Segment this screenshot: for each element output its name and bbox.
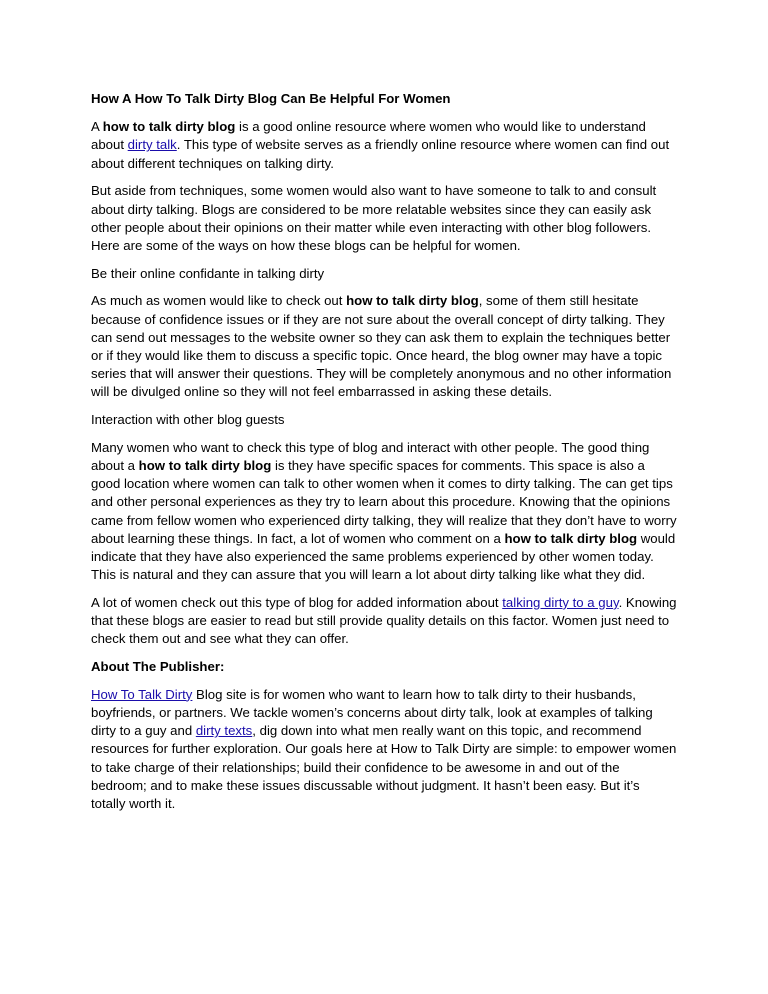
paragraph-publisher	[91, 686, 677, 813]
how-to-talk-dirty-link[interactable]: How To Talk Dirty	[91, 686, 193, 702]
document-title: How A How To Talk Dirty Blog Can Be Helpful For Women	[91, 91, 451, 106]
text-span: As much as women would like to check out	[91, 293, 347, 309]
publisher-heading: About The Publisher:	[91, 658, 225, 674]
text-span: A lot of women check out this type of blog for added information about	[91, 594, 503, 610]
paragraph-techniques: But aside from techniques, some women would also want to have someone to talk to and consult about dirty talking. Blogs are considered to be more relatable websites since they can easily ask other people about their opinions on their matter while even interacting with other blog followers. Here are some of the ways on how these blogs can be helpful for women.	[91, 183, 657, 253]
text-span: , some of them still hesitate because of confidence issues or if they are not sure about the overall concept of dirty talking. They can send out messages to the website owner so they can ask them to explain the techniques better or if they would like them to discuss a specific topic. Once heard, the blog owner may have a topic series that will answer their questions. They will be completely anonymous and no other information will be divulged online so they will not feel embarrassed in asking these details.	[91, 293, 672, 400]
text-span: . This type of website serves as a friendly online resource where women can find out about different techniques on talking dirty.	[91, 137, 670, 171]
bold-keyword: how to talk dirty blog	[102, 119, 236, 135]
subheading-confidante: Be their online confidante in talking dirty	[91, 265, 325, 281]
bold-keyword: how to talk dirty blog	[346, 293, 479, 309]
dirty-texts-link[interactable]: dirty texts	[195, 723, 253, 739]
text-span: . Knowing that these blogs are easier to read but still provide quality details on this factor. Women just need to check them out and see what they can offer.	[91, 594, 677, 647]
talking-dirty-to-a-guy-link[interactable]: talking dirty to a guy	[502, 594, 619, 610]
text-span: , dig down into what men really want on this topic, and recommend resources for further exploration. Our goals here at How to Talk Dirty are simple: to empower women to take charge of their relationships; build their confidence to be awesome in and out of the bedroom; and to make these issues discussable without judgment. It hasn’t been easy. But it’s totally worth it.	[91, 723, 677, 811]
paragraph-information	[91, 594, 677, 649]
text-span: A	[91, 119, 103, 135]
text-span: would indicate that they have also experienced the same problems experienced by other women today. This is natural and they can assure that you will learn a lot about dirty talking like what they did.	[91, 530, 676, 583]
document-page	[91, 90, 677, 823]
paragraph-confidante	[91, 292, 677, 401]
text-span: is they have specific spaces for comments. This space is also a good location where women can talk to other women when it comes to dirty talking. The can get tips and other personal experiences as they try to learn about this procedure. Knowing that the opinions came from fellow women who experienced dirty talking, they will realize that they don’t have to worry about learning these things. In fact, a lot of women who comment on a	[91, 457, 677, 546]
paragraph-interaction	[91, 439, 677, 585]
dirty-talk-link[interactable]: dirty talk	[127, 137, 177, 153]
bold-keyword: how to talk dirty blog	[138, 457, 272, 473]
text-span: Blog site is for women who want to learn how to talk dirty to their husbands, boyfriends, or partners. We tackle women’s concerns about dirty talk, look at examples of talking dirty to a guy and	[91, 686, 653, 739]
bold-keyword: how to talk dirty blog	[504, 530, 638, 546]
subheading-interaction: Interaction with other blog guests	[91, 412, 285, 428]
paragraph-intro	[91, 118, 677, 173]
text-span: Many women who want to check this type of blog and interact with other people. The good thing about a	[91, 439, 650, 473]
text-span: is a good online resource where women who would like to understand about	[91, 119, 646, 153]
